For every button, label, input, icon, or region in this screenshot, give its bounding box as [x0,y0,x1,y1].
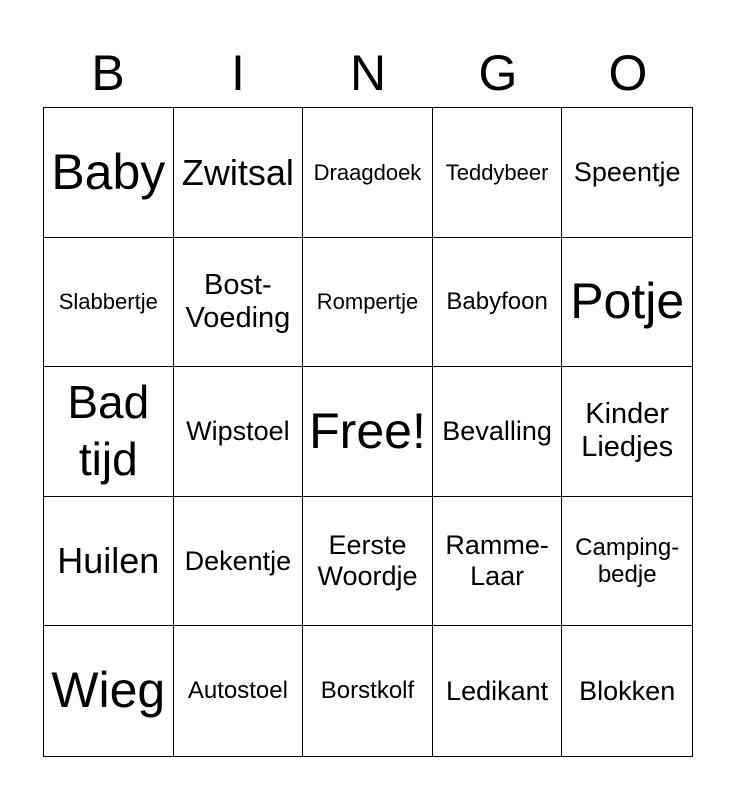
header-letter-o: O [608,45,648,101]
bingo-cell[interactable] [433,497,563,627]
bingo-cell[interactable] [562,238,692,368]
free-space-cell[interactable] [303,367,433,497]
header-letter-g: G [478,45,518,101]
bingo-cell[interactable] [44,238,174,368]
bingo-cell[interactable] [303,626,433,756]
bingo-cell[interactable] [433,626,563,756]
bingo-cell[interactable] [174,497,304,627]
bingo-cell[interactable] [433,367,563,497]
header-letter-i: I [231,45,245,101]
cell-text: Speentje [573,156,681,187]
cell-text: Babyfoon [446,288,548,316]
cell-text: Huilen [57,540,160,582]
bingo-cell[interactable] [303,238,433,368]
header-letter-b: B [91,45,125,101]
cell-text: Ramme- Laar [445,530,549,592]
cell-text: Zwitsal [181,151,294,193]
cell-text: Kinder Liedjes [581,398,674,464]
cell-text: Bost- Voeding [185,268,291,334]
cell-text: Bevalling [442,415,552,446]
bingo-cell[interactable] [562,497,692,627]
bingo-cell[interactable] [44,626,174,756]
cell-text: Wieg [51,662,166,719]
bingo-cell[interactable] [562,108,692,238]
cell-text: Ledikant [446,675,549,706]
cell-text: Free! [309,402,426,459]
bingo-cell[interactable] [174,367,304,497]
cell-text: Bad tijd [67,375,150,486]
cell-text: Draagdoek [313,159,422,185]
bingo-cell[interactable] [174,108,304,238]
bingo-card-grid [43,107,693,757]
cell-text: Camping- bedje [575,533,680,589]
cell-text: Autostoel [187,677,288,705]
header-letter-n: N [349,45,387,101]
cell-text: Blokken [579,675,676,706]
cell-text: Slabbertje [58,289,158,315]
bingo-cell[interactable] [44,367,174,497]
bingo-cell[interactable] [44,497,174,627]
bingo-cell[interactable] [562,626,692,756]
cell-text: Teddybeer [445,159,549,185]
bingo-cell[interactable] [303,497,433,627]
bingo-cell[interactable] [44,108,174,238]
cell-text: Potje [570,273,685,330]
bingo-cell[interactable] [174,626,304,756]
bingo-cell[interactable] [433,238,563,368]
bingo-cell[interactable] [433,108,563,238]
cell-text: Wipstoel [186,415,290,446]
bingo-cell[interactable] [174,238,304,368]
bingo-cell[interactable] [562,367,692,497]
cell-text: Dekentje [184,545,292,576]
bingo-header [43,40,693,106]
cell-text: Eerste Woordje [317,530,418,592]
bingo-cell[interactable] [303,108,433,238]
cell-text: Borstkolf [320,677,415,705]
cell-text: Rompertje [316,289,419,315]
cell-text: Baby [51,143,166,200]
